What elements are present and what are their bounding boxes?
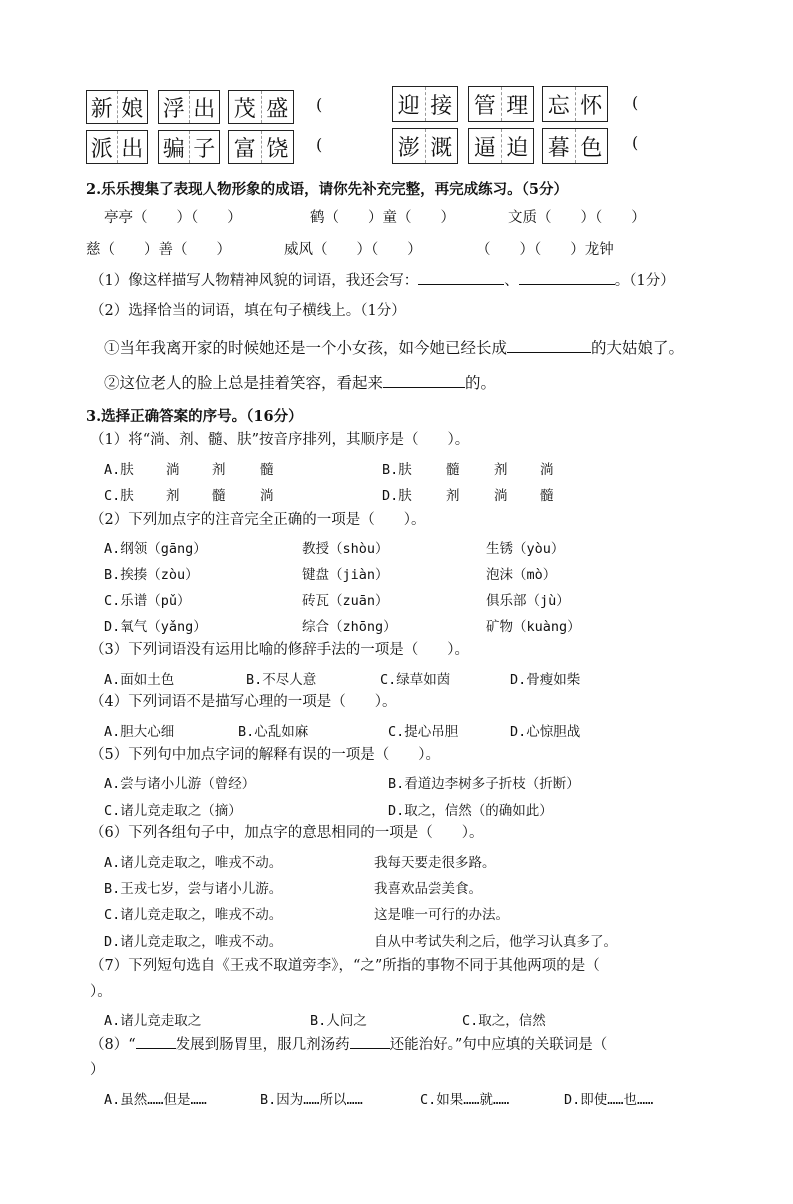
option: B.看道边李树多子折枝（折断） — [388, 776, 580, 792]
q3-p2-stem: （2）下列加点字的注音完全正确的一项是（ ）。 — [90, 512, 426, 528]
option: 综合（zhōng） — [302, 619, 397, 635]
option: 生锈（yòu） — [486, 541, 565, 557]
option: B.人问之 — [310, 1013, 367, 1029]
sentence-text: ①当年我离开家的时候她还是一个小女孩，如今她已经长成 — [104, 339, 508, 357]
char: 骗 — [162, 136, 185, 162]
char: 盛 — [261, 91, 294, 123]
option: B.王戎七岁，尝与诸小儿游。 — [104, 881, 283, 897]
option: 剂 — [494, 462, 508, 478]
answer-blank[interactable] — [519, 270, 615, 285]
q2-sentence1 — [104, 336, 684, 358]
option: 髓 — [212, 488, 226, 504]
option: 教授（shòu） — [302, 541, 389, 557]
q2-sub1-score: 。（1分） — [614, 273, 675, 289]
char: 忘 — [547, 93, 570, 119]
option: B.因为……所以…… — [260, 1092, 363, 1108]
option: 淌 — [540, 462, 554, 478]
answer-blank[interactable] — [507, 338, 591, 353]
q2-title: 2.乐乐搜集了表现人物形象的成语，请你先补充完整，再完成练习。（5分） — [86, 181, 568, 198]
option: B.不尽人意 — [246, 672, 317, 688]
char: 理 — [501, 87, 534, 121]
option: 髓 — [446, 462, 460, 478]
sentence-text: 的。 — [465, 374, 497, 392]
q3-p6-stem: （6）下列各组句子中，加点字的意思相同的一项是（ ）。 — [90, 825, 484, 841]
answer-blank[interactable] — [418, 270, 504, 285]
option: 剂 — [212, 462, 226, 478]
option: 淌 — [494, 488, 508, 504]
char: 子 — [189, 131, 220, 163]
answer-blank[interactable] — [136, 1034, 176, 1049]
option: D.诸儿竞走取之，唯戎不动。 — [104, 934, 283, 950]
option: B.肤 — [382, 462, 412, 478]
char: 娘 — [117, 91, 148, 123]
q2-sub1-text: （1）像这样描写人物精神风貌的词语，我还会写： — [90, 273, 419, 289]
option: C.绿草如茵 — [380, 672, 451, 688]
option: 矿物（kuàng） — [486, 619, 581, 635]
q3-p3-stem: （3）下列词语没有运用比喻的修辞手法的一项是（ ）。 — [90, 642, 469, 658]
q3-p1-stem: （1）将“淌、剂、髓、肤”按音序排列，其顺序是（ ）。 — [90, 432, 470, 448]
option: A.诸儿竞走取之 — [104, 1013, 202, 1029]
option: 我每天要走很多路。 — [374, 855, 496, 871]
option: 这是唯一可行的办法。 — [374, 907, 509, 923]
word-box — [86, 90, 148, 124]
sentence-text: 的大姑娘了。 — [591, 339, 685, 357]
option: C.提心吊胆 — [388, 724, 459, 740]
option: B.心乱如麻 — [238, 724, 309, 740]
stem-text: 发展到肠胃里，服几剂汤药 — [175, 1037, 350, 1053]
q3-title: 3.选择正确答案的序号。（16分） — [86, 408, 303, 425]
char: 管 — [473, 93, 496, 119]
word-box — [86, 130, 148, 164]
char: 怀 — [575, 87, 608, 121]
word-box — [392, 128, 458, 164]
char: 色 — [575, 129, 608, 163]
option: D.取之，信然（的确如此） — [388, 803, 553, 819]
option: C.诸儿竞走取之，唯戎不动。 — [104, 907, 283, 923]
char: 暮 — [547, 135, 570, 161]
option: C.乐谱（pǔ） — [104, 593, 191, 609]
char: 派 — [90, 136, 113, 162]
option: 自从中考试失利之后，他学习认真多了。 — [374, 934, 617, 950]
char: 茂 — [233, 96, 256, 122]
idiom-blank: 威风（ ）（ ） — [284, 242, 422, 258]
q3-p4-stem: （4）下列词语不是描写心理的一项是（ ）。 — [90, 694, 397, 710]
paren: ( — [316, 135, 323, 154]
word-box — [228, 90, 294, 124]
char: 出 — [117, 131, 148, 163]
option: A.尝与诸小儿游（曾经） — [104, 776, 256, 792]
option: C.诸儿竞走取之（摘） — [104, 803, 242, 819]
char: 溉 — [425, 129, 458, 163]
option: 剂 — [446, 488, 460, 504]
word-box — [392, 86, 458, 122]
option: A.胆大心细 — [104, 724, 175, 740]
stem-text: 还能治好。”句中应填的关联词是（ — [389, 1037, 608, 1053]
option: A.肤 — [104, 462, 134, 478]
option: A.诸儿竞走取之，唯戎不动。 — [104, 855, 283, 871]
option: 剂 — [166, 488, 180, 504]
idiom-blank: （ ）（ ）龙钟 — [476, 242, 614, 258]
idiom-blank: 亭亭（ ）（ ） — [104, 210, 242, 226]
option: 髓 — [540, 488, 554, 504]
idiom-blank: 慈（ ）善（ ） — [86, 242, 231, 258]
idiom-blank: 鹤（ ）童（ ） — [310, 210, 455, 226]
option: A.面如土色 — [104, 672, 175, 688]
option: 淌 — [260, 488, 274, 504]
q3-p5-stem: （5）下列句中加点字词的解释有误的一项是（ ）。 — [90, 747, 440, 763]
option: 键盘（jiàn） — [302, 567, 389, 583]
stem-text: （8）“ — [90, 1037, 136, 1053]
q3-p8-stem — [90, 1034, 607, 1055]
option: A.纲领（gāng） — [104, 541, 207, 557]
sentence-text: ②这位老人的脸上总是挂着笑容，看起来 — [104, 374, 384, 392]
word-box — [228, 130, 294, 164]
word-box — [158, 130, 220, 164]
option: D.即使……也…… — [564, 1092, 654, 1108]
option: A.虽然……但是…… — [104, 1092, 207, 1108]
answer-blank[interactable] — [383, 373, 465, 388]
char: 浮 — [162, 96, 185, 122]
option: C.肤 — [104, 488, 134, 504]
char: 新 — [90, 96, 113, 122]
word-box — [542, 86, 608, 122]
word-box — [468, 86, 534, 122]
option: 我喜欢品尝美食。 — [374, 881, 482, 897]
char: 迎 — [397, 93, 420, 119]
option: 髓 — [260, 462, 274, 478]
char: 出 — [189, 91, 220, 123]
paren: ( — [316, 95, 323, 114]
option: D.骨瘦如柴 — [510, 672, 581, 688]
char: 逼 — [473, 135, 496, 161]
idiom-blank: 文质（ ）（ ） — [508, 210, 646, 226]
option: 砖瓦（zuān） — [302, 593, 389, 609]
q3-p7-stem: （7）下列短句选自《王戎不取道旁李》，“之”所指的事物不同于其他两项的是（ — [90, 958, 600, 974]
option: B.挨揍（zòu） — [104, 567, 199, 583]
char: 接 — [425, 87, 458, 121]
option: D.心惊胆战 — [510, 724, 581, 740]
option: D.肤 — [382, 488, 412, 504]
separator: 、 — [504, 273, 519, 289]
char: 饶 — [261, 131, 294, 163]
answer-blank[interactable] — [350, 1034, 390, 1049]
char: 富 — [233, 136, 256, 162]
option: 俱乐部（jù） — [486, 593, 570, 609]
q2-sub2: （2）选择恰当的词语，填在句子横线上。（1分） — [90, 303, 406, 319]
q3-p7-stem-cont: ）。 — [90, 984, 112, 1000]
q2-sub1 — [90, 270, 675, 291]
q3-p8-stem-cont: ） — [90, 1062, 105, 1078]
word-box — [542, 128, 608, 164]
paren: ( — [632, 133, 639, 152]
word-box — [468, 128, 534, 164]
option: 淌 — [166, 462, 180, 478]
paren: ( — [632, 93, 639, 112]
option: D.氧气（yǎng） — [104, 619, 207, 635]
q2-sentence2 — [104, 371, 496, 393]
word-box — [158, 90, 220, 124]
option: C.取之，信然 — [462, 1013, 546, 1029]
char: 澎 — [397, 135, 420, 161]
option: C.如果……就…… — [420, 1092, 510, 1108]
char: 迫 — [501, 129, 534, 163]
option: 泡沫（mò） — [486, 567, 557, 583]
